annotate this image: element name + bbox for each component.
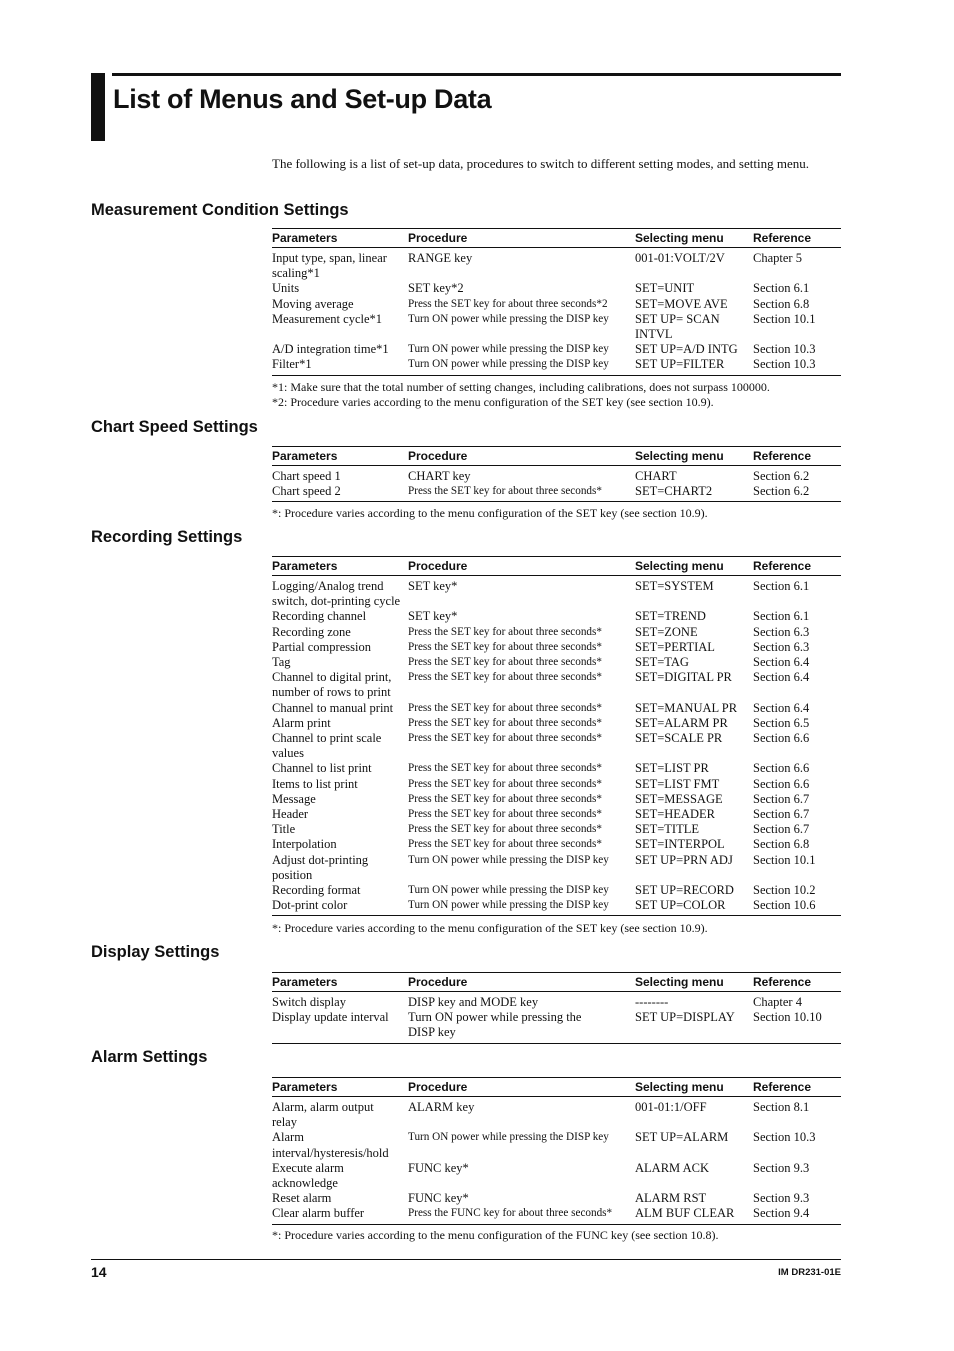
table-row [272, 640, 841, 655]
cell-parameter: Clear alarm buffer [272, 1206, 365, 1221]
cell-reference: Section 6.1 [753, 579, 810, 593]
footnote: *: Procedure varies according to the menu configuration of the FUNC key (see section 10.8). [272, 1228, 719, 1242]
cell-menu: SET=DIGITAL PR [635, 670, 732, 685]
header-reference: Reference [753, 449, 812, 463]
cell-parameter: Tag [272, 655, 291, 670]
cell-reference: Chapter 5 [753, 251, 802, 265]
cell-procedure: Press the SET key for about three seconds* [408, 792, 602, 805]
table-row [272, 853, 841, 883]
cell-parameter: Dot-print color [272, 898, 348, 913]
header-procedure: Procedure [408, 1080, 468, 1094]
cell-procedure: Turn ON power while pressing the DISP key [408, 1131, 609, 1144]
cell-menu: SET UP=RECORD [635, 883, 734, 898]
cell-procedure: Press the SET key for about three seconds* [408, 625, 602, 638]
table-header [272, 972, 841, 992]
cell-menu: SET UP= SCAN INTVL [635, 311, 720, 342]
cell-reference: Section 9.4 [753, 1206, 810, 1221]
cell-menu: ALARM ACK [635, 1160, 709, 1175]
cell-parameter: Recording zone [272, 624, 351, 639]
cell-parameter: Channel to print scale values [272, 731, 382, 761]
table-row [272, 312, 841, 342]
cell-reference: Chapter 4 [753, 995, 802, 1009]
page-title: List of Menus and Set-up Data [113, 84, 492, 114]
header-parameters: Parameters [272, 559, 338, 573]
section-heading-chart-speed: Chart Speed Settings [91, 418, 258, 436]
cell-parameter: Moving average [272, 296, 354, 311]
cell-parameter: Chart speed 2 [272, 484, 341, 499]
cell-procedure: Turn ON power while pressing the DISP key [408, 312, 609, 325]
cell-menu: SET=MOVE AVE [635, 296, 728, 311]
header-procedure: Procedure [408, 449, 468, 463]
cell-procedure: RANGE key [408, 251, 473, 265]
cell-reference: Section 6.6 [753, 761, 810, 776]
table-row [272, 579, 841, 609]
cell-reference: Section 6.7 [753, 807, 810, 822]
cell-menu: SET UP=ALARM [635, 1130, 729, 1145]
table-row [272, 731, 841, 761]
cell-parameter: Header [272, 807, 309, 822]
cell-procedure: SET key* [408, 609, 458, 624]
cell-procedure: Press the SET key for about three seconds*2 [408, 297, 608, 310]
document-id: IM DR231-01E [778, 1267, 841, 1278]
cell-parameter: Items to list print [272, 776, 358, 791]
intro-paragraph: The following is a list of set-up data, procedures to switch to different setting modes, and setting menu. [272, 156, 809, 171]
cell-menu: -------- [635, 995, 669, 1009]
cell-reference: Section 10.3 [753, 1130, 816, 1145]
table-row [272, 469, 841, 484]
cell-reference: Section 6.3 [753, 639, 810, 654]
cell-procedure: Press the SET key for about three seconds* [408, 716, 602, 729]
table-recording [272, 556, 841, 916]
cell-parameter: Partial compression [272, 639, 371, 654]
footnote: *1: Make sure that the total number of setting changes, including calibrations, does not surpass 100000. [272, 380, 770, 394]
cell-procedure: DISP key and MODE key [408, 995, 539, 1009]
table-row [272, 716, 841, 731]
cell-procedure: Turn ON power while pressing the DISP key [408, 343, 609, 356]
cell-reference: Section 6.7 [753, 822, 810, 837]
table-row [272, 609, 841, 624]
cell-menu: SET=INTERPOL [635, 837, 725, 852]
table-row [272, 792, 841, 807]
table-row [272, 1100, 841, 1130]
cell-reference: Section 6.4 [753, 700, 810, 715]
cell-reference: Section 9.3 [753, 1160, 810, 1175]
cell-parameter: Alarm interval/hysteresis/hold [272, 1130, 389, 1160]
cell-menu: SET=SCALE PR [635, 731, 723, 746]
table-row [272, 761, 841, 776]
cell-menu: SET=TITLE [635, 822, 699, 837]
cell-procedure: SET key* [408, 579, 458, 593]
cell-parameter: Channel to list print [272, 761, 372, 776]
header-parameters: Parameters [272, 449, 338, 463]
table-row [272, 1191, 841, 1206]
cell-menu: SET UP=A/D INTG [635, 342, 738, 357]
table-row [272, 822, 841, 837]
cell-parameter: Filter*1 [272, 357, 312, 372]
table-row [272, 357, 841, 372]
title-accent-bar [91, 73, 105, 141]
cell-procedure: Press the SET key for about three seconds* [408, 823, 602, 836]
table-row [272, 837, 841, 852]
cell-parameter: Recording channel [272, 609, 367, 624]
table-row [272, 898, 841, 913]
cell-procedure: Press the SET key for about three seconds* [408, 762, 602, 775]
cell-menu: ALARM RST [635, 1191, 707, 1206]
cell-parameter: Interpolation [272, 837, 337, 852]
cell-menu: 001-01:VOLT/2V [635, 251, 725, 265]
cell-procedure: Press the SET key for about three seconds* [408, 640, 602, 653]
table-row [272, 883, 841, 898]
cell-reference: Section 9.3 [753, 1191, 810, 1206]
cell-reference: Section 8.1 [753, 1100, 810, 1114]
cell-parameter: Input type, span, linear scaling*1 [272, 251, 387, 281]
header-parameters: Parameters [272, 231, 338, 245]
header-selecting-menu: Selecting menu [635, 1080, 724, 1094]
cell-menu: SET UP=PRN ADJ [635, 852, 733, 867]
cell-procedure: Press the SET key for about three seconds* [408, 485, 602, 498]
cell-procedure: SET key*2 [408, 281, 464, 296]
header-procedure: Procedure [408, 975, 468, 989]
table-row [272, 342, 841, 357]
cell-menu: ALM BUF CLEAR [635, 1206, 735, 1221]
header-reference: Reference [753, 559, 812, 573]
header-selecting-menu: Selecting menu [635, 231, 724, 245]
header-reference: Reference [753, 1080, 812, 1094]
cell-reference: Section 6.7 [753, 791, 810, 806]
table-row [272, 995, 841, 1010]
cell-reference: Section 6.1 [753, 609, 810, 624]
cell-procedure: FUNC key* [408, 1160, 469, 1175]
table-row [272, 484, 841, 499]
cell-reference: Section 6.2 [753, 484, 810, 499]
cell-menu: SET=ALARM PR [635, 715, 728, 730]
cell-menu: SET=MANUAL PR [635, 700, 738, 715]
cell-procedure: Press the SET key for about three seconds* [408, 838, 602, 851]
cell-reference: Section 6.6 [753, 731, 810, 746]
cell-parameter: Units [272, 281, 300, 296]
table-measurement [272, 228, 841, 376]
footer-rule [91, 1259, 841, 1260]
cell-menu: SET UP=COLOR [635, 898, 726, 913]
footnote: *: Procedure varies according to the menu configuration of the SET key (see section 10.9). [272, 921, 708, 935]
cell-parameter: Recording format [272, 883, 361, 898]
table-row [272, 251, 841, 281]
cell-menu: SET=TAG [635, 655, 689, 670]
table-row [272, 1206, 841, 1221]
table-row [272, 777, 841, 792]
cell-menu: CHART [635, 469, 677, 483]
cell-reference: Section 6.1 [753, 281, 810, 296]
cell-menu: 001-01:1/OFF [635, 1100, 707, 1114]
table-row [272, 807, 841, 822]
header-selecting-menu: Selecting menu [635, 559, 724, 573]
header-selecting-menu: Selecting menu [635, 449, 724, 463]
cell-menu: SET=LIST FMT [635, 776, 720, 791]
cell-reference: Section 6.8 [753, 296, 810, 311]
cell-parameter: Alarm, alarm output relay [272, 1100, 374, 1130]
cell-parameter: Channel to manual print [272, 700, 394, 715]
table-header [272, 446, 841, 466]
table-row [272, 1010, 841, 1040]
title-rule [112, 73, 841, 76]
cell-reference: Section 6.4 [753, 655, 810, 670]
cell-menu: SET=LIST PR [635, 761, 709, 776]
cell-menu: SET=SYSTEM [635, 579, 714, 593]
cell-parameter: Title [272, 822, 296, 837]
table-row [272, 701, 841, 716]
cell-parameter: Display update interval [272, 1010, 389, 1025]
cell-parameter: Channel to digital print, number of rows to print [272, 670, 392, 700]
cell-reference: Section 10.2 [753, 883, 816, 898]
table-row [272, 297, 841, 312]
header-selecting-menu: Selecting menu [635, 975, 724, 989]
cell-reference: Section 6.8 [753, 837, 810, 852]
cell-parameter: Measurement cycle*1 [272, 311, 383, 326]
cell-procedure: Turn ON power while pressing the DISP key [408, 358, 609, 371]
cell-procedure: Press the SET key for about three seconds* [408, 701, 602, 714]
table-row [272, 281, 841, 296]
table-row [272, 1130, 841, 1160]
cell-parameter: Execute alarm acknowledge [272, 1160, 344, 1191]
table-display [272, 972, 841, 1044]
section-heading-alarm: Alarm Settings [91, 1048, 208, 1066]
table-row [272, 1161, 841, 1191]
footnote: *: Procedure varies according to the menu configuration of the SET key (see section 10.9). [272, 506, 708, 520]
header-reference: Reference [753, 231, 812, 245]
section-heading-recording: Recording Settings [91, 528, 243, 546]
table-row [272, 670, 841, 700]
cell-reference: Section 6.4 [753, 670, 810, 685]
cell-menu: SET=CHART2 [635, 484, 713, 499]
cell-procedure: Turn ON power while pressing the DISP key [408, 884, 609, 897]
cell-procedure: ALARM key [408, 1100, 475, 1114]
cell-procedure: Press the SET key for about three seconds* [408, 732, 602, 745]
page-number: 14 [91, 1264, 107, 1280]
cell-menu: SET=HEADER [635, 807, 715, 822]
cell-reference: Section 10.1 [753, 311, 816, 326]
cell-reference: Section 10.3 [753, 357, 816, 372]
table-header [272, 228, 841, 248]
header-procedure: Procedure [408, 231, 468, 245]
cell-procedure: Press the SET key for about three seconds* [408, 777, 602, 790]
cell-procedure: Press the SET key for about three seconds* [408, 656, 602, 669]
cell-menu: SET UP=DISPLAY [635, 1010, 735, 1025]
cell-reference: Section 10.3 [753, 342, 816, 357]
header-procedure: Procedure [408, 559, 468, 573]
cell-reference: Section 10.1 [753, 852, 816, 867]
cell-menu: SET=UNIT [635, 281, 695, 296]
footnote: *2: Procedure varies according to the menu configuration of the SET key (see section 10.9). [272, 395, 714, 409]
table-header [272, 556, 841, 576]
section-heading-display: Display Settings [91, 943, 220, 961]
cell-reference: Section 6.3 [753, 624, 810, 639]
cell-procedure: Press the SET key for about three seconds* [408, 671, 602, 684]
cell-procedure: CHART key [408, 469, 471, 483]
cell-reference: Section 10.10 [753, 1010, 822, 1025]
table-row [272, 655, 841, 670]
cell-procedure: Turn ON power while pressing the DISP key [408, 1010, 582, 1040]
cell-procedure: Press the FUNC key for about three seconds* [408, 1207, 613, 1220]
cell-reference: Section 6.5 [753, 715, 810, 730]
cell-reference: Section 10.6 [753, 898, 816, 913]
cell-procedure: Turn ON power while pressing the DISP key [408, 853, 609, 866]
cell-menu: SET UP=FILTER [635, 357, 725, 372]
cell-reference: Section 6.2 [753, 469, 810, 483]
cell-parameter: Adjust dot-printing position [272, 852, 369, 882]
cell-parameter: Alarm print [272, 715, 331, 730]
table-alarm [272, 1077, 841, 1225]
table-header [272, 1077, 841, 1097]
header-parameters: Parameters [272, 1080, 338, 1094]
cell-parameter: Logging/Analog trend switch, dot-printing cycle [272, 579, 401, 609]
section-heading-measurement: Measurement Condition Settings [91, 201, 349, 219]
cell-parameter: Reset alarm [272, 1191, 332, 1206]
cell-menu: SET=MESSAGE [635, 791, 723, 806]
cell-parameter: Message [272, 791, 316, 806]
header-parameters: Parameters [272, 975, 338, 989]
cell-parameter: Chart speed 1 [272, 469, 341, 483]
cell-parameter: Switch display [272, 995, 346, 1009]
header-reference: Reference [753, 975, 812, 989]
table-chart-speed [272, 446, 841, 502]
cell-menu: SET=ZONE [635, 624, 698, 639]
cell-parameter: A/D integration time*1 [272, 342, 389, 357]
cell-menu: SET=TREND [635, 609, 706, 624]
table-row [272, 625, 841, 640]
cell-procedure: FUNC key* [408, 1191, 469, 1206]
cell-procedure: Turn ON power while pressing the DISP key [408, 899, 609, 912]
cell-menu: SET=PERTIAL [635, 639, 715, 654]
cell-procedure: Press the SET key for about three seconds* [408, 808, 602, 821]
cell-reference: Section 6.6 [753, 776, 810, 791]
